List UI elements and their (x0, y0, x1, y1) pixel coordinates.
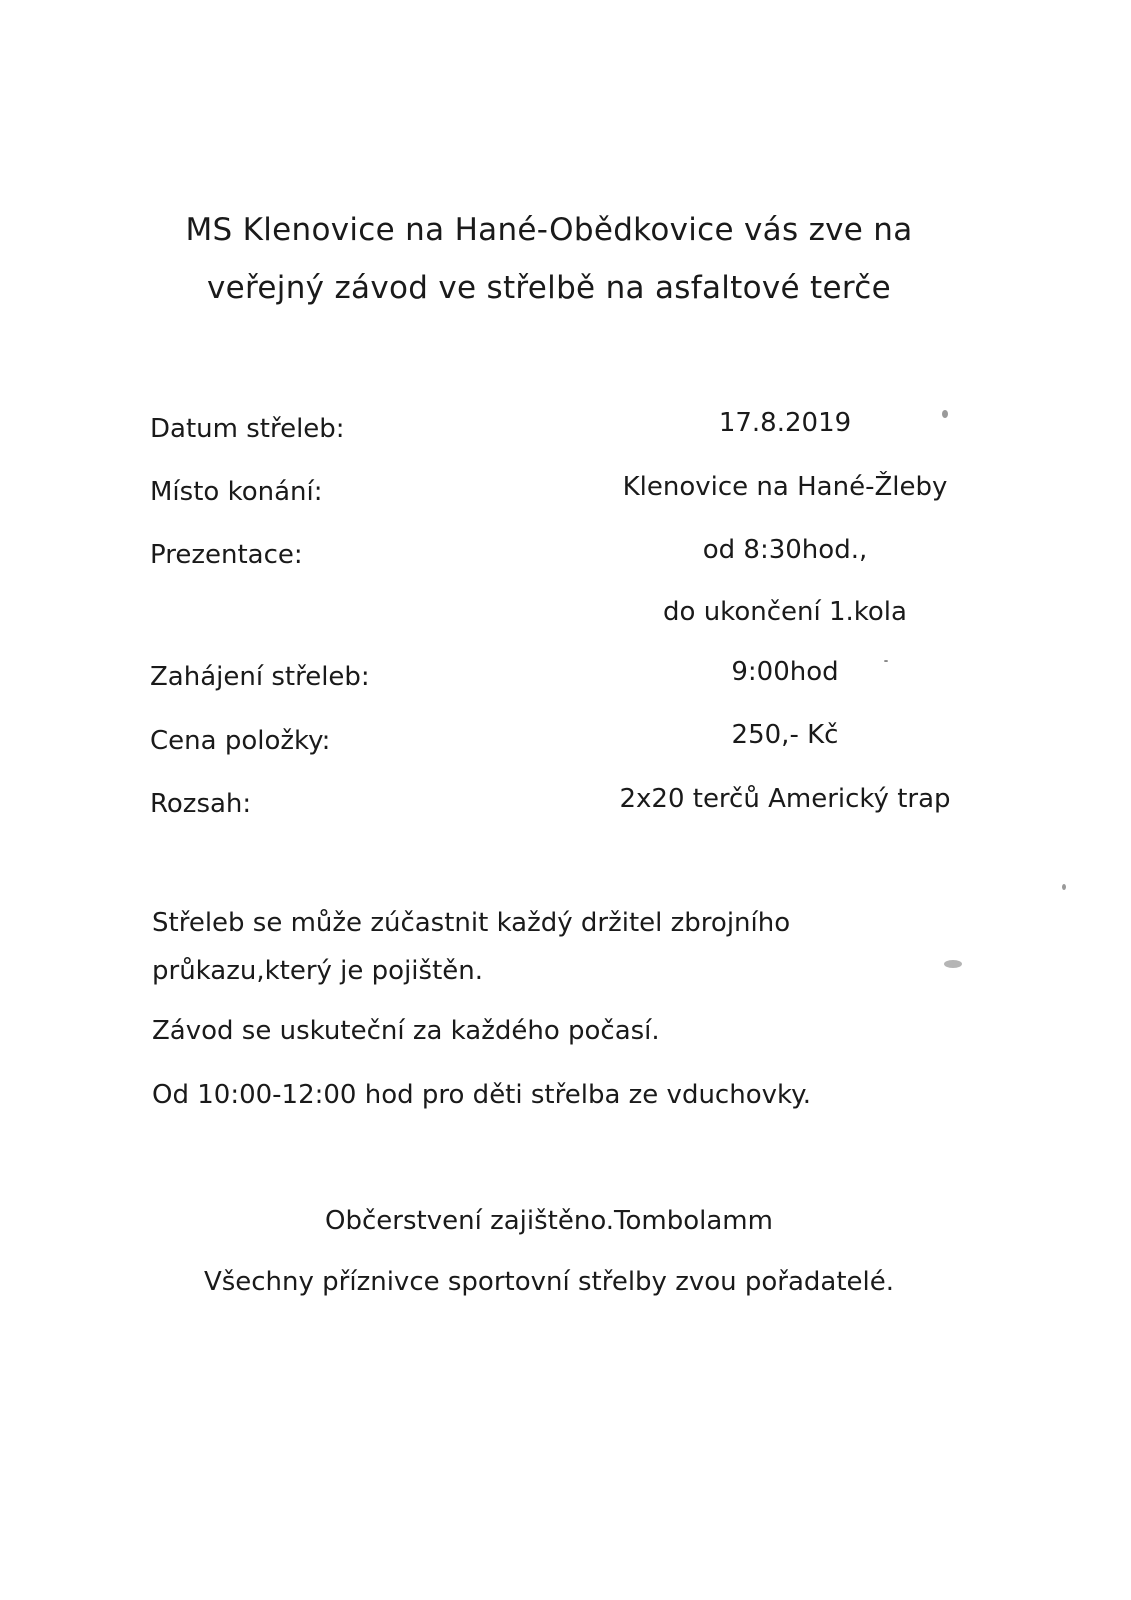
label-date: Datum střeleb: (150, 414, 345, 444)
value-place: Klenovice na Hané-Žleby (622, 472, 948, 502)
paragraph-eligibility-line-2: průkazu,který je pojištěn. (152, 956, 484, 986)
label-place: Místo konání: (150, 477, 323, 507)
footer-refreshments: Občerstvení zajištěno.Tombolamm (325, 1206, 773, 1236)
title-line-2: veřejný závod ve střelbě na asfaltové terče (207, 270, 891, 306)
value-date: 17.8.2019 (718, 408, 852, 438)
scan-speck (1062, 884, 1066, 890)
scan-speck (942, 410, 948, 418)
paragraph-eligibility-line-1: Střeleb se může zúčastnit každý držitel zbrojního (152, 908, 791, 938)
value-price: 250,- Kč (731, 720, 839, 750)
scan-speck (884, 660, 888, 662)
footer-invitation: Všechny příznivce sportovní střelby zvou pořadatelé. (203, 1267, 895, 1297)
label-registration: Prezentace: (150, 540, 303, 570)
label-scope: Rozsah: (150, 789, 252, 819)
title-line-1: MS Klenovice na Hané-Obědkovice vás zve na (185, 212, 913, 248)
label-price: Cena položky: (150, 726, 331, 756)
value-start: 9:00hod (731, 657, 839, 687)
value-scope: 2x20 terčů Americký trap (619, 784, 951, 814)
label-start: Zahájení střeleb: (150, 662, 370, 692)
value-registration-end: do ukončení 1.kola (663, 597, 907, 627)
paragraph-children: Od 10:00-12:00 hod pro děti střelba ze vduchovky. (152, 1080, 812, 1110)
paragraph-weather: Závod se uskuteční za každého počasí. (152, 1016, 660, 1046)
value-registration: od 8:30hod., (702, 535, 868, 565)
scan-smudge (944, 960, 962, 968)
